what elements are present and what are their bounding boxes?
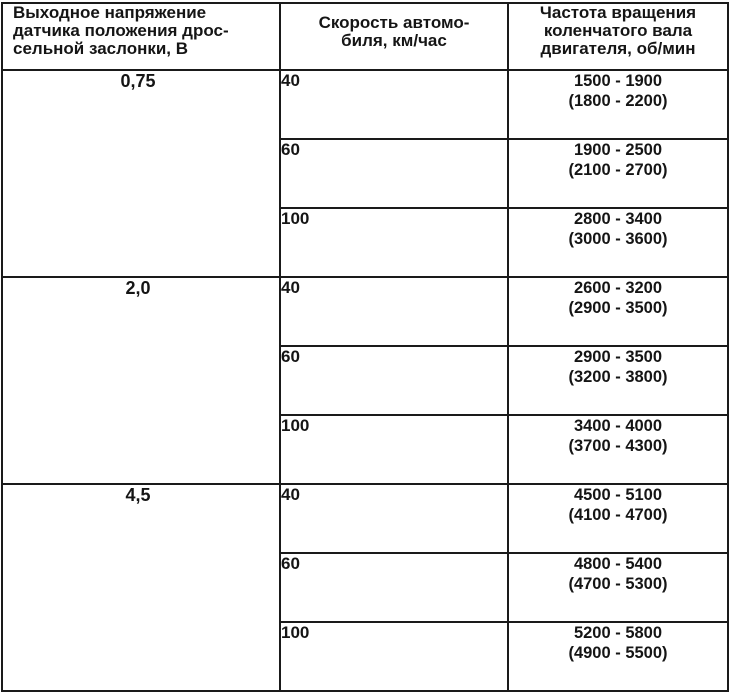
speed-cell: 60: [280, 139, 508, 208]
rpm-cell: 2900 - 3500 (3200 - 3800): [508, 346, 728, 415]
voltage-cell: 4,5: [2, 484, 280, 691]
header-row: [2, 3, 728, 70]
voltage-cell: 0,75: [2, 70, 280, 277]
table-row: [2, 70, 728, 139]
speed-cell: 40: [280, 484, 508, 553]
speed-cell: 100: [280, 415, 508, 484]
table-row: [2, 277, 728, 346]
header-speed: Скорость автомо- биля, км/час: [280, 3, 508, 70]
table-row: [2, 484, 728, 553]
speed-cell: 100: [280, 208, 508, 277]
rpm-cell: 2600 - 3200 (2900 - 3500): [508, 277, 728, 346]
header-voltage: Выходное напряжение датчика положения дрос- сельной заслонки, В: [2, 3, 280, 70]
rpm-cell: 5200 - 5800 (4900 - 5500): [508, 622, 728, 691]
speed-cell: 60: [280, 553, 508, 622]
speed-cell: 40: [280, 70, 508, 139]
speed-cell: 100: [280, 622, 508, 691]
rpm-cell: 1900 - 2500 (2100 - 2700): [508, 139, 728, 208]
rpm-spec-table: [1, 2, 729, 692]
rpm-cell: 2800 - 3400 (3000 - 3600): [508, 208, 728, 277]
rpm-cell: 4500 - 5100 (4100 - 4700): [508, 484, 728, 553]
speed-cell: 60: [280, 346, 508, 415]
speed-cell: 40: [280, 277, 508, 346]
rpm-cell: 1500 - 1900 (1800 - 2200): [508, 70, 728, 139]
header-rpm: Частота вращения коленчатого вала двигателя, об/мин: [508, 3, 728, 70]
rpm-cell: 4800 - 5400 (4700 - 5300): [508, 553, 728, 622]
rpm-cell: 3400 - 4000 (3700 - 4300): [508, 415, 728, 484]
voltage-cell: 2,0: [2, 277, 280, 484]
